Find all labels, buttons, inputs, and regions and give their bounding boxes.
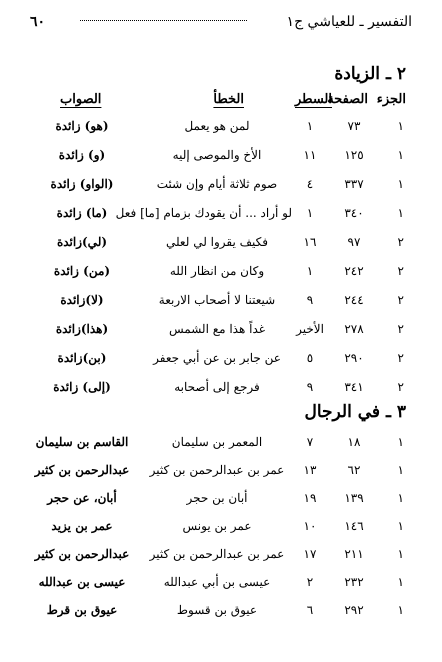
header-wrong: الخطأ — [213, 92, 244, 107]
running-head — [30, 12, 412, 32]
cell-correct: عبدالرحمن بن كثير — [34, 547, 130, 561]
cell-page: ٢٣٢ — [344, 575, 364, 589]
cell-correct: (إلى) زائدة — [53, 380, 111, 394]
page-number: ٦٠ — [30, 14, 46, 30]
cell-wrong: لو أراد ... أن يقودك بزمام [ما] فعل — [115, 206, 292, 220]
header-page: الصفحة — [327, 92, 368, 107]
cell-line: ١ — [306, 206, 314, 220]
cell-wrong: المعمر بن سليمان — [171, 435, 263, 449]
cell-part: ١ — [397, 491, 404, 505]
cell-part: ١ — [397, 547, 404, 561]
cell-part: ١ — [397, 519, 404, 533]
cell-part: ١ — [397, 463, 404, 477]
cell-page: ١٣٩ — [344, 491, 364, 505]
cell-part: ٢ — [397, 351, 404, 365]
cell-page: ٧٣ — [347, 119, 361, 133]
cell-correct: عيسى بن عبدالله — [38, 575, 126, 589]
cell-line: ١ — [306, 264, 314, 278]
cell-correct: (من) زائدة — [53, 264, 111, 278]
table-row — [0, 232, 442, 258]
cell-part: ١ — [397, 435, 404, 449]
table-row — [0, 348, 442, 374]
cell-line: الأخير — [296, 322, 324, 336]
cell-line: ١ — [306, 119, 314, 133]
table-row — [0, 290, 442, 316]
cell-line: ٩ — [306, 293, 314, 307]
book-title: التفسير ـ للعياشي ج١ — [286, 14, 412, 30]
leader-dots — [80, 20, 247, 21]
cell-line: ١٣ — [303, 463, 317, 477]
cell-correct: (و) زائدة — [58, 148, 106, 162]
cell-part: ١ — [397, 575, 404, 589]
cell-wrong: عيوق بن قسوط — [176, 603, 258, 617]
cell-page: ٩٧ — [347, 235, 361, 249]
table-row — [0, 432, 442, 458]
cell-line: ٩ — [306, 380, 314, 394]
cell-wrong: فرجع إلى أصحابه — [174, 380, 260, 394]
cell-correct: أبان، عن حجر — [47, 491, 117, 505]
cell-correct: (لا)زائدة — [60, 293, 104, 307]
cell-correct: (بن)زائدة — [57, 351, 107, 365]
cell-correct: (هو) زائدة — [55, 119, 109, 133]
table-row — [0, 377, 442, 403]
table-row — [0, 261, 442, 287]
cell-part: ٢ — [397, 322, 404, 336]
table-row — [0, 544, 442, 570]
cell-line: ١٧ — [303, 547, 317, 561]
cell-wrong: أبان بن حجر — [186, 491, 248, 505]
cell-line: ١١ — [303, 148, 317, 162]
cell-page: ٢٤٢ — [344, 264, 364, 278]
cell-wrong: عمر بن عبدالرحمن بن كثير — [149, 463, 285, 477]
cell-page: ٢٩٠ — [344, 351, 364, 365]
header-correct: الصواب — [60, 92, 102, 107]
cell-part: ٢ — [397, 264, 404, 278]
table-row — [0, 460, 442, 486]
cell-wrong: الأخ والموصى إليه — [172, 148, 262, 162]
cell-wrong: عن جابر بن عن أبي جعفر — [153, 351, 281, 365]
cell-wrong: شيعتنا لا أصحاب الاربعة — [158, 293, 276, 307]
cell-correct: (هذا)زائدة — [55, 322, 109, 336]
cell-part: ٢ — [397, 235, 404, 249]
header-line: السطر — [294, 92, 332, 107]
cell-wrong: عيسى بن أبي عبدالله — [163, 575, 271, 589]
cell-line: ٢ — [306, 575, 314, 589]
cell-part: ١ — [397, 148, 404, 162]
table-row — [0, 488, 442, 514]
cell-wrong: صوم ثلاثة أيام وإن شئت — [156, 177, 278, 191]
section-title-additions: ٢ ـ الزيادة — [334, 64, 406, 84]
table-row — [0, 116, 442, 142]
table-row — [0, 174, 442, 200]
cell-line: ٥ — [306, 351, 314, 365]
table-row — [0, 145, 442, 171]
cell-page: ١٨ — [347, 435, 361, 449]
cell-part: ١ — [397, 119, 404, 133]
cell-part: ١ — [397, 177, 404, 191]
cell-page: ٣٣٧ — [344, 177, 364, 191]
header-part: الجزء — [376, 92, 406, 107]
cell-line: ١٩ — [303, 491, 317, 505]
cell-wrong: عمر بن عبدالرحمن بن كثير — [149, 547, 285, 561]
table-row — [0, 319, 442, 345]
cell-page: ٣٤١ — [344, 380, 364, 394]
cell-line: ٦ — [306, 603, 314, 617]
cell-page: ٢٩٢ — [344, 603, 364, 617]
cell-page: ٢١١ — [344, 547, 364, 561]
cell-wrong: وكان من انظار الله — [169, 264, 265, 278]
cell-correct: عبدالرحمن بن كثير — [34, 463, 130, 477]
table-row — [0, 572, 442, 598]
cell-line: ١٠ — [303, 519, 317, 533]
cell-correct: عمر بن يزيد — [51, 519, 113, 533]
cell-wrong: فكيف يقروا لي لعلي — [165, 235, 269, 249]
cell-part: ١ — [397, 603, 404, 617]
cell-page: ١٤٦ — [344, 519, 364, 533]
cell-line: ٧ — [306, 435, 314, 449]
cell-correct: القاسم بن سليمان — [35, 435, 129, 449]
cell-part: ٢ — [397, 380, 404, 394]
cell-line: ١٦ — [303, 235, 317, 249]
cell-page: ٣٤٠ — [344, 206, 364, 220]
cell-wrong: غداً هذا مع الشمس — [168, 322, 266, 336]
cell-wrong: عمر بن يونس — [182, 519, 252, 533]
cell-line: ٤ — [306, 177, 314, 191]
cell-correct: عيوق بن قرط — [46, 603, 118, 617]
cell-page: ١٢٥ — [344, 148, 364, 162]
cell-part: ١ — [397, 206, 404, 220]
table-row — [0, 516, 442, 542]
cell-correct: (ما) زائدة — [56, 206, 108, 220]
cell-page: ٢٧٨ — [344, 322, 364, 336]
table-row — [0, 203, 442, 229]
cell-correct: (لي)زائدة — [56, 235, 108, 249]
cell-page: ٦٢ — [347, 463, 361, 477]
cell-wrong: لمن هو يعمل — [184, 119, 250, 133]
cell-correct: (الواو) زائدة — [50, 177, 114, 191]
table-row — [0, 600, 442, 626]
cell-page: ٢٤٤ — [344, 293, 364, 307]
cell-part: ٢ — [397, 293, 404, 307]
section-title-men: ٣ ـ في الرجال — [304, 402, 406, 422]
